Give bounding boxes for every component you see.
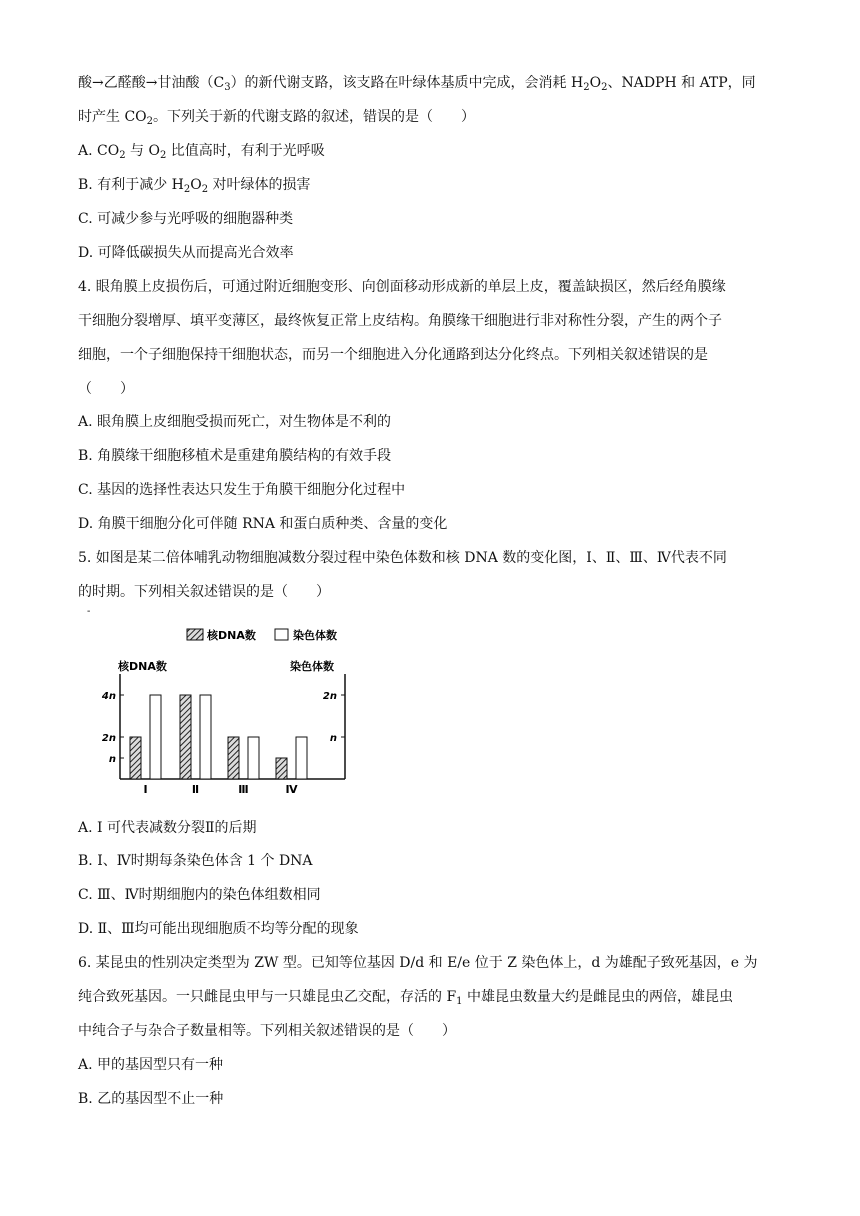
legend-label-dna: 核DNA数 — [207, 629, 256, 642]
right-tick-label: 2n — [322, 691, 337, 702]
category-label-4: Ⅳ — [285, 783, 298, 794]
category-label-1: I — [143, 783, 148, 794]
q3-stem-line-1: 酸→乙醛酸→甘油酸$(C_3)$的新代谢支路，该支路在叶绿体基质中完成，会消耗 $H_2O_2$、NADPH 和 ATP，同 — [78, 75, 756, 93]
legend-label-chrom: 染色体数 — [293, 629, 337, 642]
legend-swatch-chrom — [275, 629, 288, 640]
bar-dna-3 — [228, 737, 239, 779]
q5-option-c: C. Ⅲ、Ⅳ时期细胞内的染色体组数相同 — [78, 887, 321, 903]
bar-chrom-4 — [296, 737, 307, 779]
q5-option-a: A. I 可代表减数分裂Ⅱ的后期 — [78, 820, 257, 836]
q6-option-a: A. 甲的基因型只有一种 — [78, 1057, 224, 1073]
q5-stem-line-2: 的时期。下列相关叙述错误的是（ ） — [78, 584, 330, 600]
left-axis-title: 核DNA数 — [118, 660, 167, 673]
q3-option-c: C. 可减少参与光呼吸的细胞器种类 — [78, 211, 294, 227]
q6-option-b: B. 乙的基因型不止一种 — [78, 1091, 224, 1107]
left-tick-label: 4n — [101, 691, 116, 702]
stray-mark: - — [87, 606, 91, 617]
chart-legend — [187, 628, 337, 642]
bar-chrom-3 — [248, 737, 259, 779]
q3-option-a: A. $CO_2$ 与 $O_2$ 比值高时，有利于光呼吸 — [78, 143, 325, 161]
q3-option-b: B. 有利于减少 $H_2O_2$ 对叶绿体的损害 — [78, 177, 311, 195]
left-tick-label: n — [108, 754, 116, 765]
bar-dna-4 — [276, 758, 287, 779]
chart-bars — [130, 695, 307, 779]
q4-option-c: C. 基因的选择性表达只发生于角膜干细胞分化过程中 — [78, 482, 406, 498]
q4-stem-line-2: 干细胞分裂增厚、填平变薄区，最终恢复正常上皮结构。角膜缘干细胞进行非对称性分裂，产生的两个子 — [78, 313, 722, 329]
bar-dna-2 — [180, 695, 191, 779]
chart-categories — [143, 783, 298, 794]
left-tick-label: 2n — [101, 733, 116, 744]
q3-option-d: D. 可降低碳损失从而提高光合效率 — [78, 245, 294, 261]
q6-stem-line-1: 6. 某昆虫的性别决定类型为 ZW 型。已知等位基因 D/d 和 E/e 位于 Z 染色体上，d 为雄配子致死基因，e 为 — [78, 955, 758, 971]
q5-option-b: B. I、Ⅳ时期每条染色体含 1 个 DNA — [78, 853, 313, 869]
q6-stem-line-2: 纯合致死基因。一只雌昆虫甲与一只雄昆虫乙交配，存活的 $F_1$ 中雄昆虫数量大约是雌昆虫的两倍，雄昆虫 — [78, 989, 733, 1007]
chromosome-dna-bar-chart — [100, 622, 370, 794]
q3-stem-line-2: 时产生 $CO_2$。下列关于新的代谢支路的叙述，错误的是（ ） — [78, 109, 476, 127]
bar-dna-1 — [130, 737, 141, 779]
q4-stem-line-3: 细胞，一个子细胞保持干细胞状态，而另一个细胞进入分化通路到达分化终点。下列相关叙述错误的是 — [78, 347, 708, 363]
q4-option-b: B. 角膜缘干细胞移植术是重建角膜结构的有效手段 — [78, 448, 392, 464]
q6-stem-line-3: 中纯合子与杂合子数量相等。下列相关叙述错误的是（ ） — [78, 1023, 456, 1039]
right-axis-title: 染色体数 — [290, 660, 334, 673]
bar-chrom-2 — [200, 695, 211, 779]
category-label-3: Ⅲ — [238, 783, 249, 794]
q4-option-d: D. 角膜干细胞分化可伴随 RNA 和蛋白质种类、含量的变化 — [78, 516, 448, 532]
q4-option-a: A. 眼角膜上皮细胞受损而死亡，对生物体是不利的 — [78, 414, 392, 430]
q5-option-d: D. Ⅱ、Ⅲ均可能出现细胞质不均等分配的现象 — [78, 921, 359, 937]
bar-chrom-1 — [150, 695, 161, 779]
q4-stem-line-1: 4. 眼角膜上皮损伤后，可通过附近细胞变形、向创面移动形成新的单层上皮，覆盖缺损区，然后经角膜缘 — [78, 279, 726, 295]
category-label-2: Ⅱ — [191, 783, 200, 794]
legend-swatch-dna — [187, 629, 203, 640]
right-tick-label: n — [329, 733, 337, 744]
q4-stem-line-4: （ ） — [78, 381, 134, 397]
q5-stem-line-1: 5. 如图是某二倍体哺乳动物细胞减数分裂过程中染色体数和核 DNA 数的变化图，I、Ⅱ、Ⅲ、Ⅳ代表不同 — [78, 550, 727, 566]
